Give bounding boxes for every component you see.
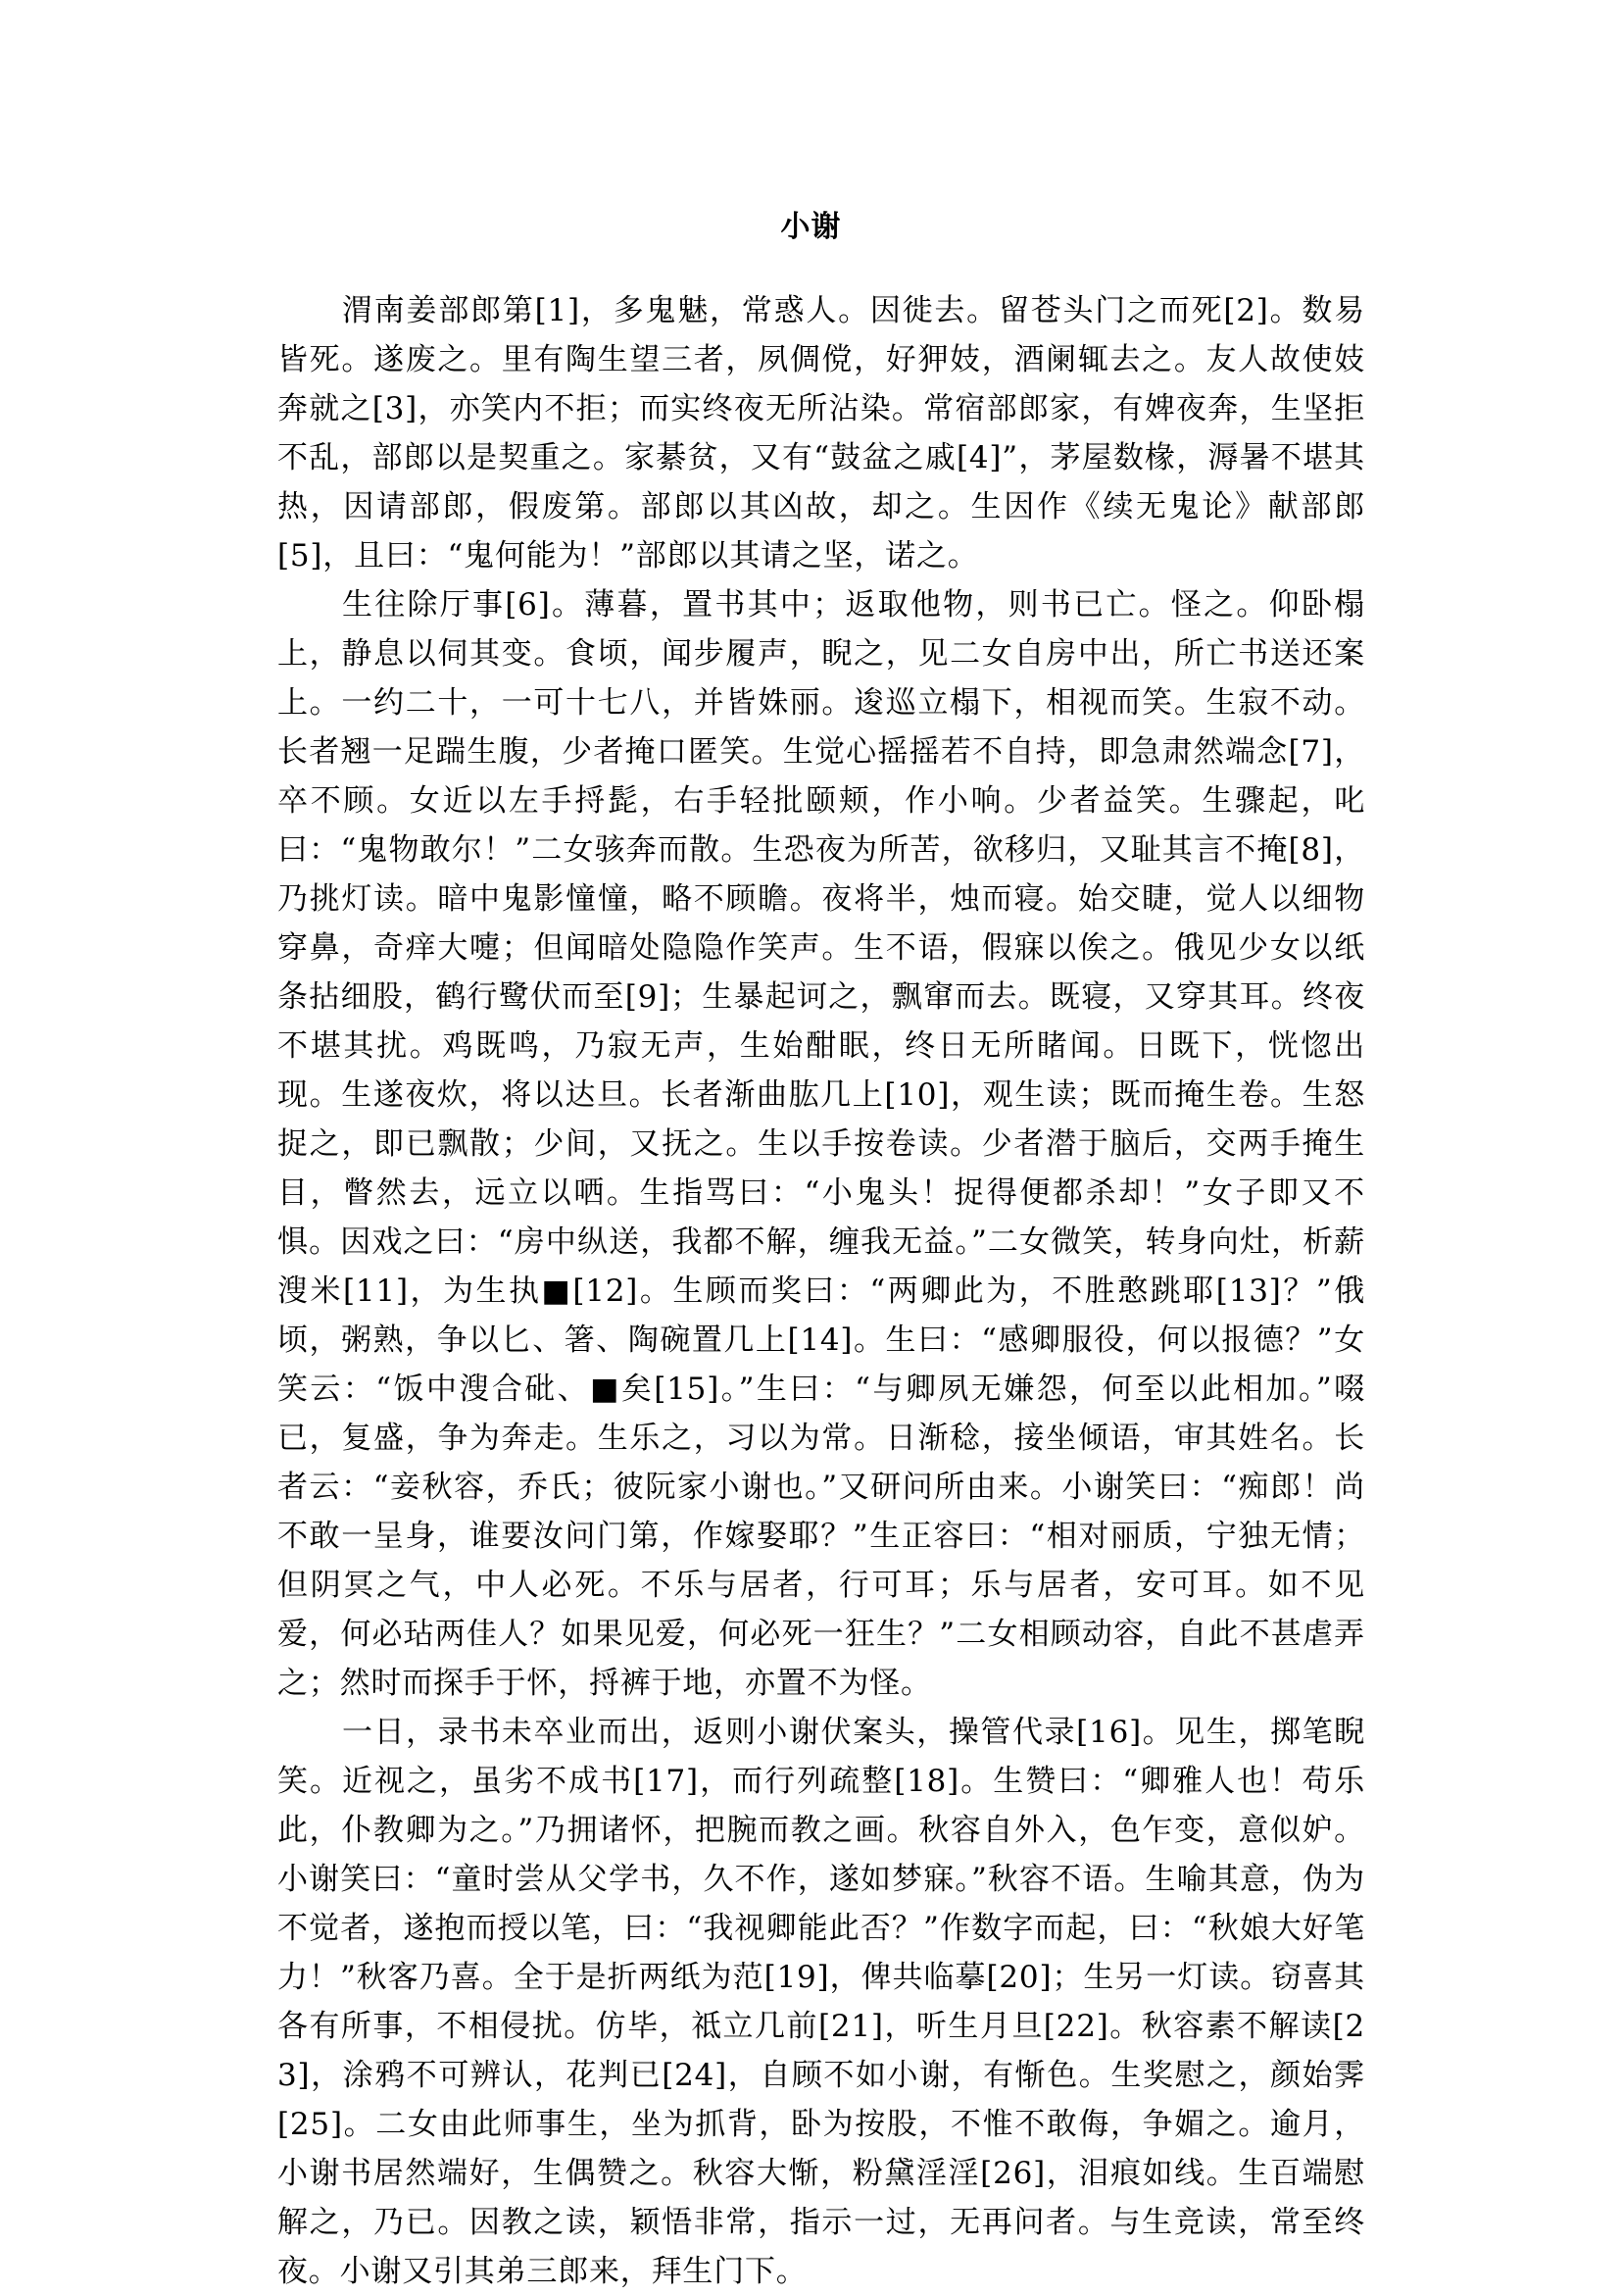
paragraph-1: 渭南姜部郎第[1]，多鬼魅，常惑人。因徙去。留苍头门之而死[2]。数易皆死。遂废之。里有陶生望三者，夙倜傥，好狎妓，酒阑辄去之。友人故使妓奔就之[3]，亦笑内不拒；而实终夜无所沾染。常宿部郎家，有婢夜奔，生坚拒不乱，部郎以是契重之。家綦贫，又有“鼓盆之戚[4]”，茅屋数椽，溽暑不堪其热，因请部郎，假废第。部郎以其凶故，却之。生因作《续无鬼论》献部郎[5]，且曰：“鬼何能为！”部郎以其请之坚，诺之。 xyxy=(277,293,1365,574)
paragraph-3: 一日，录书未卒业而出，返则小谢伏案头，操管代录[16]。见生，掷笔睨笑。近视之，虽劣不成书[17]，而行列疏整[18]。生赞曰：“卿雅人也！苟乐此，仆教卿为之。”乃拥诸怀，把腕而教之画。秋容自外入，色乍变，意似妒。小谢笑曰：“童时尝从父学书，久不作，遂如梦寐。”秋容不语。生喻其意，伪为不觉者，遂抱而授以笔，曰：“我视卿能此否？”作数字而起，曰：“秋娘大好笔力！”秋客乃喜。全于是折两纸为范[19]，俾共临摹[20]；生另一灯读。窃喜其各有所事，不相侵扰。仿毕，祗立几前[21]，听生月旦[22]。秋容素不解读[23]，涂鸦不可辨认，花判已[24]，自顾不如小谢，有惭色。生奖慰之，颜始霁[25]。二女由此师事生，坐为抓背，卧为按股，不惟不敢侮，争媚之。逾月，小谢书居然端好，生偶赞之。秋容大惭，粉黛淫淫[26]，泪痕如线。生百端慰解之，乃已。因教之读，颖悟非常，指示一过，无再问者。与生竞读，常至终夜。小谢又引其弟三郎来，拜生门下。 xyxy=(277,1715,1365,2289)
document-body xyxy=(277,286,1365,2296)
document-title: 小谢 xyxy=(780,210,842,244)
paragraph-2: 生往除厅事[6]。薄暮，置书其中；返取他物，则书已亡。怪之。仰卧榻上，静息以伺其变。食顷，闻步履声，睨之，见二女自房中出，所亡书送还案上。一约二十，一可十七八，并皆姝丽。逡巡立榻下，相视而笑。生寂不动。长者翘一足踹生腹，少者掩口匿笑。生觉心摇摇若不自持，即急肃然端念[7]，卒不顾。女近以左手捋髭，右手轻批颐颊，作小响。少者益笑。生骤起，叱曰：“鬼物敢尔！”二女骇奔而散。生恐夜为所苦，欲移归，又耻其言不掩[8]，乃挑灯读。暗中鬼影憧憧，略不顾瞻。夜将半，烛而寝。始交睫，觉人以细物穿鼻，奇痒大嚏；但闻暗处隐隐作笑声。生不语，假寐以俟之。俄见少女以纸条拈细股，鹤行鹭伏而至[9]；生暴起诃之，飘窜而去。既寝，又穿其耳。终夜不堪其扰。鸡既鸣，乃寂无声，生始酣眠，终日无所睹闻。日既下，恍惚出现。生遂夜炊，将以达旦。长者渐曲肱几上[10]，观生读；既而掩生卷。生怒捉之，即已飘散；少间，又抚之。生以手按卷读。少者潜于脑后，交两手掩生目，瞥然去，远立以哂。生指骂曰：“小鬼头！捉得便都杀却！”女子即又不惧。因戏之曰：“房中纵送，我都不解，缠我无益。”二女微笑，转身向灶，析薪溲米[11]，为生执■[12]。生顾而奖曰：“两卿此为，不胜憨跳耶[13]？”俄顷，粥熟，争以匕、箸、陶碗置几上[14]。生曰：“感卿服役，何以报德？”女笑云：“饭中溲合砒、■矣[15]。”生曰：“与卿夙无嫌怨，何至以此相加。”啜已，复盛，争为奔走。生乐之，习以为常。日渐稔，接坐倾语，审其姓名。长者云：“妾秋容，乔氏；彼阮家小谢也。”又研问所由来。小谢笑曰：“痴郎！尚不敢一呈身，谁要汝问门第，作嫁娶耶？”生正容曰：“相对丽质，宁独无情；但阴冥之气，中人必死。不乐与居者，行可耳；乐与居者，安可耳。如不见爱，何必玷两佳人？如果见爱，何必死一狂生？”二女相顾动容，自此不甚虐弄之；然时而探手于怀，捋裤于地，亦置不为怪。 xyxy=(277,587,1365,1701)
